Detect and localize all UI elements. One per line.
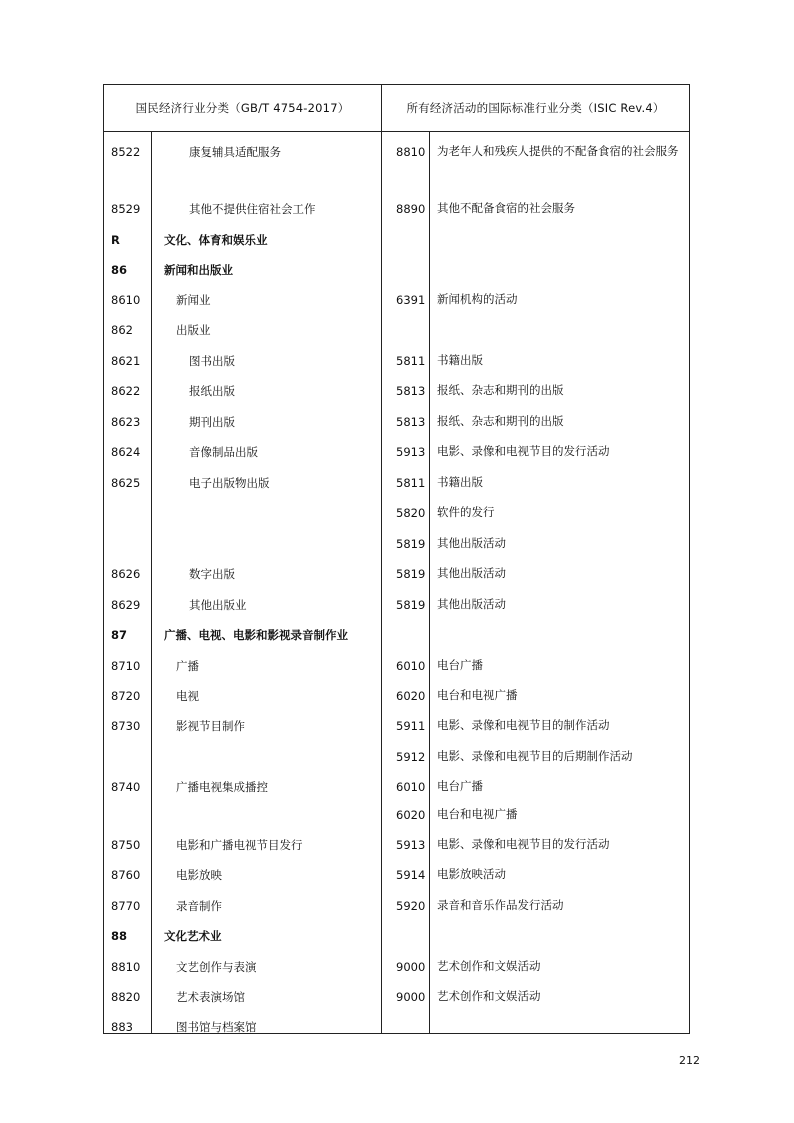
- cn-name: 音像制品出版: [189, 445, 258, 459]
- isic-code: 5811: [396, 354, 426, 368]
- cn-name: 文艺创作与表演: [176, 960, 257, 974]
- cn-name: 电子出版物出版: [189, 476, 270, 490]
- isic-name: 书籍出版: [437, 475, 483, 489]
- cn-code: 86: [111, 263, 128, 277]
- cn-code: 8750: [111, 838, 141, 852]
- cn-code: 8621: [111, 354, 141, 368]
- cn-code: 88: [111, 929, 128, 943]
- cn-code: 8629: [111, 598, 141, 612]
- cn-name: 文化、体育和娱乐业: [164, 233, 268, 247]
- table-row: [104, 225, 689, 255]
- table-row: [104, 800, 689, 830]
- cn-name: 图书馆与档案馆: [176, 1020, 257, 1034]
- isic-code: 6391: [396, 293, 426, 307]
- table-row: [104, 437, 689, 467]
- isic-name: 录音和音乐作品发行活动: [437, 898, 564, 912]
- cn-code: 862: [111, 323, 133, 337]
- isic-code: 5914: [396, 868, 426, 882]
- isic-name: 艺术创作和文娱活动: [437, 989, 541, 1003]
- cn-code: 8522: [111, 145, 141, 159]
- isic-name: 其他出版活动: [437, 536, 506, 550]
- header-left: 国民经济行业分类（GB/T 4754-2017）: [135, 101, 350, 115]
- table-row: [104, 1012, 689, 1042]
- table-row: [104, 137, 689, 167]
- table-row: [104, 681, 689, 711]
- cn-name: 出版业: [176, 323, 211, 337]
- cn-code: 8710: [111, 659, 141, 673]
- isic-name: 电台广播: [437, 779, 483, 793]
- isic-name: 软件的发行: [437, 505, 495, 519]
- cn-name: 其他不提供住宿社会工作: [189, 202, 316, 216]
- table-row: [104, 590, 689, 620]
- table-row: [104, 498, 689, 528]
- isic-code: 9000: [396, 990, 426, 1004]
- cn-name: 新闻和出版业: [164, 263, 233, 277]
- isic-name: 报纸、杂志和期刊的出版: [437, 414, 564, 428]
- table-row: [104, 194, 689, 224]
- cn-code: 8770: [111, 899, 141, 913]
- table-row: [104, 407, 689, 437]
- isic-name: 电影、录像和电视节目的发行活动: [437, 444, 610, 458]
- cn-name: 广播: [176, 659, 199, 673]
- isic-code: 5811: [396, 476, 426, 490]
- isic-code: 5920: [396, 899, 426, 913]
- table-row: [104, 891, 689, 921]
- isic-name: 其他出版活动: [437, 597, 506, 611]
- isic-code: 5819: [396, 598, 426, 612]
- isic-code: 6010: [396, 780, 426, 794]
- cn-code: 87: [111, 628, 128, 642]
- cn-code: 8622: [111, 384, 141, 398]
- isic-code: 5813: [396, 415, 426, 429]
- isic-code: 5813: [396, 384, 426, 398]
- isic-code: 5913: [396, 445, 426, 459]
- cn-name: 广播电视集成播控: [176, 780, 268, 794]
- table-row: [104, 285, 689, 315]
- table-row: [104, 529, 689, 559]
- cn-code: 8626: [111, 567, 141, 581]
- classification-table: [103, 84, 690, 1034]
- cn-name: 影视节目制作: [176, 719, 245, 733]
- isic-code: 5913: [396, 838, 426, 852]
- cn-name: 新闻业: [176, 293, 211, 307]
- header-right: 所有经济活动的国际标准行业分类（ISIC Rev.4）: [406, 101, 665, 115]
- isic-name: [437, 620, 689, 621]
- cn-code: R: [111, 233, 120, 247]
- cn-code: 8760: [111, 868, 141, 882]
- table-row: [104, 772, 689, 802]
- table-row: [104, 468, 689, 498]
- cn-code: 8625: [111, 476, 141, 490]
- table-row: [104, 711, 689, 741]
- cn-name: 期刊出版: [189, 415, 235, 429]
- table-row: [104, 982, 689, 1012]
- cn-name: 电影放映: [176, 868, 222, 882]
- cn-name: 康复辅具适配服务: [189, 145, 281, 159]
- cn-code: 8820: [111, 990, 141, 1004]
- isic-code: 6010: [396, 659, 426, 673]
- isic-name: 电台和电视广播: [437, 688, 518, 702]
- isic-name: 电影、录像和电视节目的发行活动: [437, 837, 610, 851]
- cn-code: 8529: [111, 202, 141, 216]
- isic-code: 8810: [396, 145, 426, 159]
- isic-code: 5911: [396, 719, 426, 733]
- table-row: [104, 620, 689, 650]
- cn-code: 8624: [111, 445, 141, 459]
- table-row: [104, 559, 689, 589]
- isic-name: 其他不配备食宿的社会服务: [437, 201, 575, 215]
- cn-code: 8740: [111, 780, 141, 794]
- cn-name: 艺术表演场馆: [176, 990, 245, 1004]
- cn-code: 883: [111, 1020, 133, 1034]
- isic-code: 5819: [396, 567, 426, 581]
- isic-name: [437, 225, 689, 226]
- table-row: [104, 921, 689, 951]
- isic-code: 5819: [396, 537, 426, 551]
- isic-name: 电影、录像和电视节目的制作活动: [437, 718, 610, 732]
- isic-name: [437, 255, 689, 256]
- isic-name: 报纸、杂志和期刊的出版: [437, 383, 564, 397]
- isic-name: 为老年人和残疾人提供的不配备食宿的社会服务: [437, 144, 679, 158]
- cn-name: 电影和广播电视节目发行: [176, 838, 303, 852]
- isic-code: 5820: [396, 506, 426, 520]
- isic-code: 8890: [396, 202, 426, 216]
- isic-code: 6020: [396, 689, 426, 703]
- isic-name: 其他出版活动: [437, 566, 506, 580]
- cn-code: 8623: [111, 415, 141, 429]
- table-row: [104, 255, 689, 285]
- isic-name: 电影、录像和电视节目的后期制作活动: [437, 749, 633, 763]
- cn-name: 图书出版: [189, 354, 235, 368]
- isic-name: [437, 921, 689, 922]
- cn-name: 录音制作: [176, 899, 222, 913]
- cn-code: 8810: [111, 960, 141, 974]
- isic-code: 9000: [396, 960, 426, 974]
- isic-name: [437, 315, 689, 316]
- isic-name: [437, 1012, 689, 1013]
- table-row: [104, 860, 689, 890]
- cn-name: 电视: [176, 689, 199, 703]
- cn-name: 其他出版业: [189, 598, 247, 612]
- cn-code: 8720: [111, 689, 141, 703]
- cn-code: 8610: [111, 293, 141, 307]
- isic-name: 书籍出版: [437, 353, 483, 367]
- header-divider: [104, 131, 689, 132]
- table-row: [104, 742, 689, 772]
- cn-name: 报纸出版: [189, 384, 235, 398]
- isic-code: 6020: [396, 808, 426, 822]
- isic-name: 新闻机构的活动: [437, 292, 518, 306]
- isic-code: 5912: [396, 750, 426, 764]
- table-row: [104, 315, 689, 345]
- isic-name: 电台和电视广播: [437, 807, 518, 821]
- isic-name: 艺术创作和文娱活动: [437, 959, 541, 973]
- isic-name: 电台广播: [437, 658, 483, 672]
- cn-name: 广播、电视、电影和影视录音制作业: [164, 628, 348, 642]
- page-number: 212: [679, 1054, 700, 1067]
- isic-name: 电影放映活动: [437, 867, 506, 881]
- table-row: [104, 651, 689, 681]
- table-row: [104, 952, 689, 982]
- cn-code: 8730: [111, 719, 141, 733]
- cn-name: 文化艺术业: [164, 929, 222, 943]
- table-row: [104, 346, 689, 376]
- cn-name: 数字出版: [189, 567, 235, 581]
- table-row: [104, 830, 689, 860]
- table-row: [104, 376, 689, 406]
